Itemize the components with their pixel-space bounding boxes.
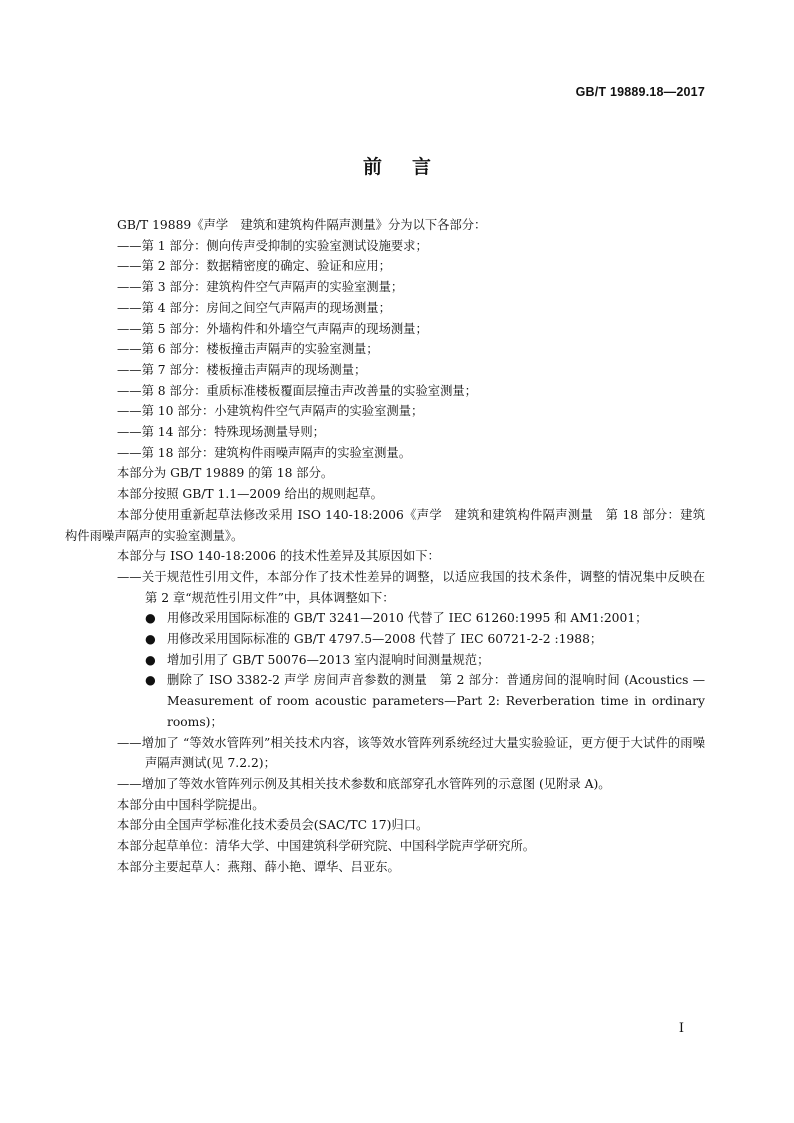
bullet-icon: ● [145,652,156,667]
part-item: ——第 18 部分：建筑构件雨噪声隔声的实验室测量。 [117,445,411,460]
bullet-icon: ● [145,611,156,626]
part-item: ——第 4 部分：房间之间空气声隔声的现场测量； [117,300,391,315]
paragraph: 本部分与 ISO 140-18:2006 的技术性差异及其原因如下： [117,549,440,564]
bullet-text: 用修改采用国际标准的 GB/T 3241—2010 代替了 IEC 61260:1995 和 AM1:2001； [167,611,648,626]
paragraph: 本部分由中国科学院提出。 [117,797,265,812]
paragraph: 本部分按照 GB/T 1.1—2009 给出的规则起草。 [117,487,383,502]
page-number: I [678,1021,684,1036]
paragraph: 本部分主要起草人：燕翔、薛小艳、谭华、吕亚东。 [117,859,400,874]
difference-item: ——关于规范性引用文件，本部分作了技术性差异的调整，以适应我国的技术条件，调整的情况集中反映在第 2 章“规范性引用文件”中，具体调整如下： [117,569,705,605]
bullet-item [91,629,705,650]
intro-paragraph: GB/T 19889《声学 建筑和建筑构件隔声测量》分为以下各部分： [117,218,487,232]
paragraph: 本部分使用重新起草法修改采用 ISO 140-18:2006《声学 建筑和建筑构件隔声测量 第 18 部分：建筑构件雨噪声隔声的实验室测量》。 [65,507,705,543]
part-item: ——第 14 部分：特殊现场测量导则； [117,425,325,440]
bullet-item [91,608,705,629]
part-item: ——第 3 部分：建筑构件空气声隔声的实验室测量； [117,280,404,295]
difference-item: ——增加了等效水管阵列示例及其相关技术参数和底部穿孔水管阵列的示意图 (见附录 A)。 [117,776,611,791]
bullet-icon: ● [145,632,156,647]
bullet-icon: ● [145,673,156,688]
bullet-item [91,650,705,671]
standard-code: GB/T 19889.18—2017 [575,85,705,99]
bullet-text: 用修改采用国际标准的 GB/T 4797.5—2008 代替了 IEC 60721-2-2 :1988； [167,632,603,647]
bullet-item [91,670,705,732]
part-item: ——第 5 部分：外墙构件和外墙空气声隔声的现场测量； [117,321,428,336]
part-item: ——第 6 部分：楼板撞击声隔声的实验室测量； [117,342,379,357]
page-title: 前言 [362,156,461,178]
paragraph: 本部分由全国声学标准化技术委员会(SAC/TC 17)归口。 [117,818,429,833]
part-item: ——第 1 部分：侧向传声受抑制的实验室测试设施要求； [117,238,428,253]
paragraph: 本部分起草单位：清华大学、中国建筑科学研究院、中国科学院声学研究所。 [117,839,536,854]
part-item: ——第 8 部分：重质标准楼板覆面层撞击声改善量的实验室测量； [117,383,477,398]
paragraph: 本部分为 GB/T 19889 的第 18 部分。 [117,466,334,481]
part-item: ——第 2 部分：数据精密度的确定、验证和应用； [117,259,391,274]
part-item: ——第 7 部分：楼板撞击声隔声的现场测量； [117,362,367,377]
bullet-text: 删除了 ISO 3382-2 声学 房间声音参数的测量 第 2 部分：普通房间的混响时间 (Acoustics —Measurement of room acoustic parameters—Part 2: Reverberation time in ordinary rooms)； [167,673,705,729]
foreword-body [65,215,705,878]
difference-item: ——增加了 “等效水管阵列”相关技术内容，该等效水管阵列系统经过大量实验验证，更方便于大试件的雨噪声隔声测试(见 7.2.2)； [117,735,705,771]
part-item: ——第 10 部分：小建筑构件空气声隔声的实验室测量； [117,404,424,419]
bullet-text: 增加引用了 GB/T 50076—2013 室内混响时间测量规范； [167,652,490,667]
